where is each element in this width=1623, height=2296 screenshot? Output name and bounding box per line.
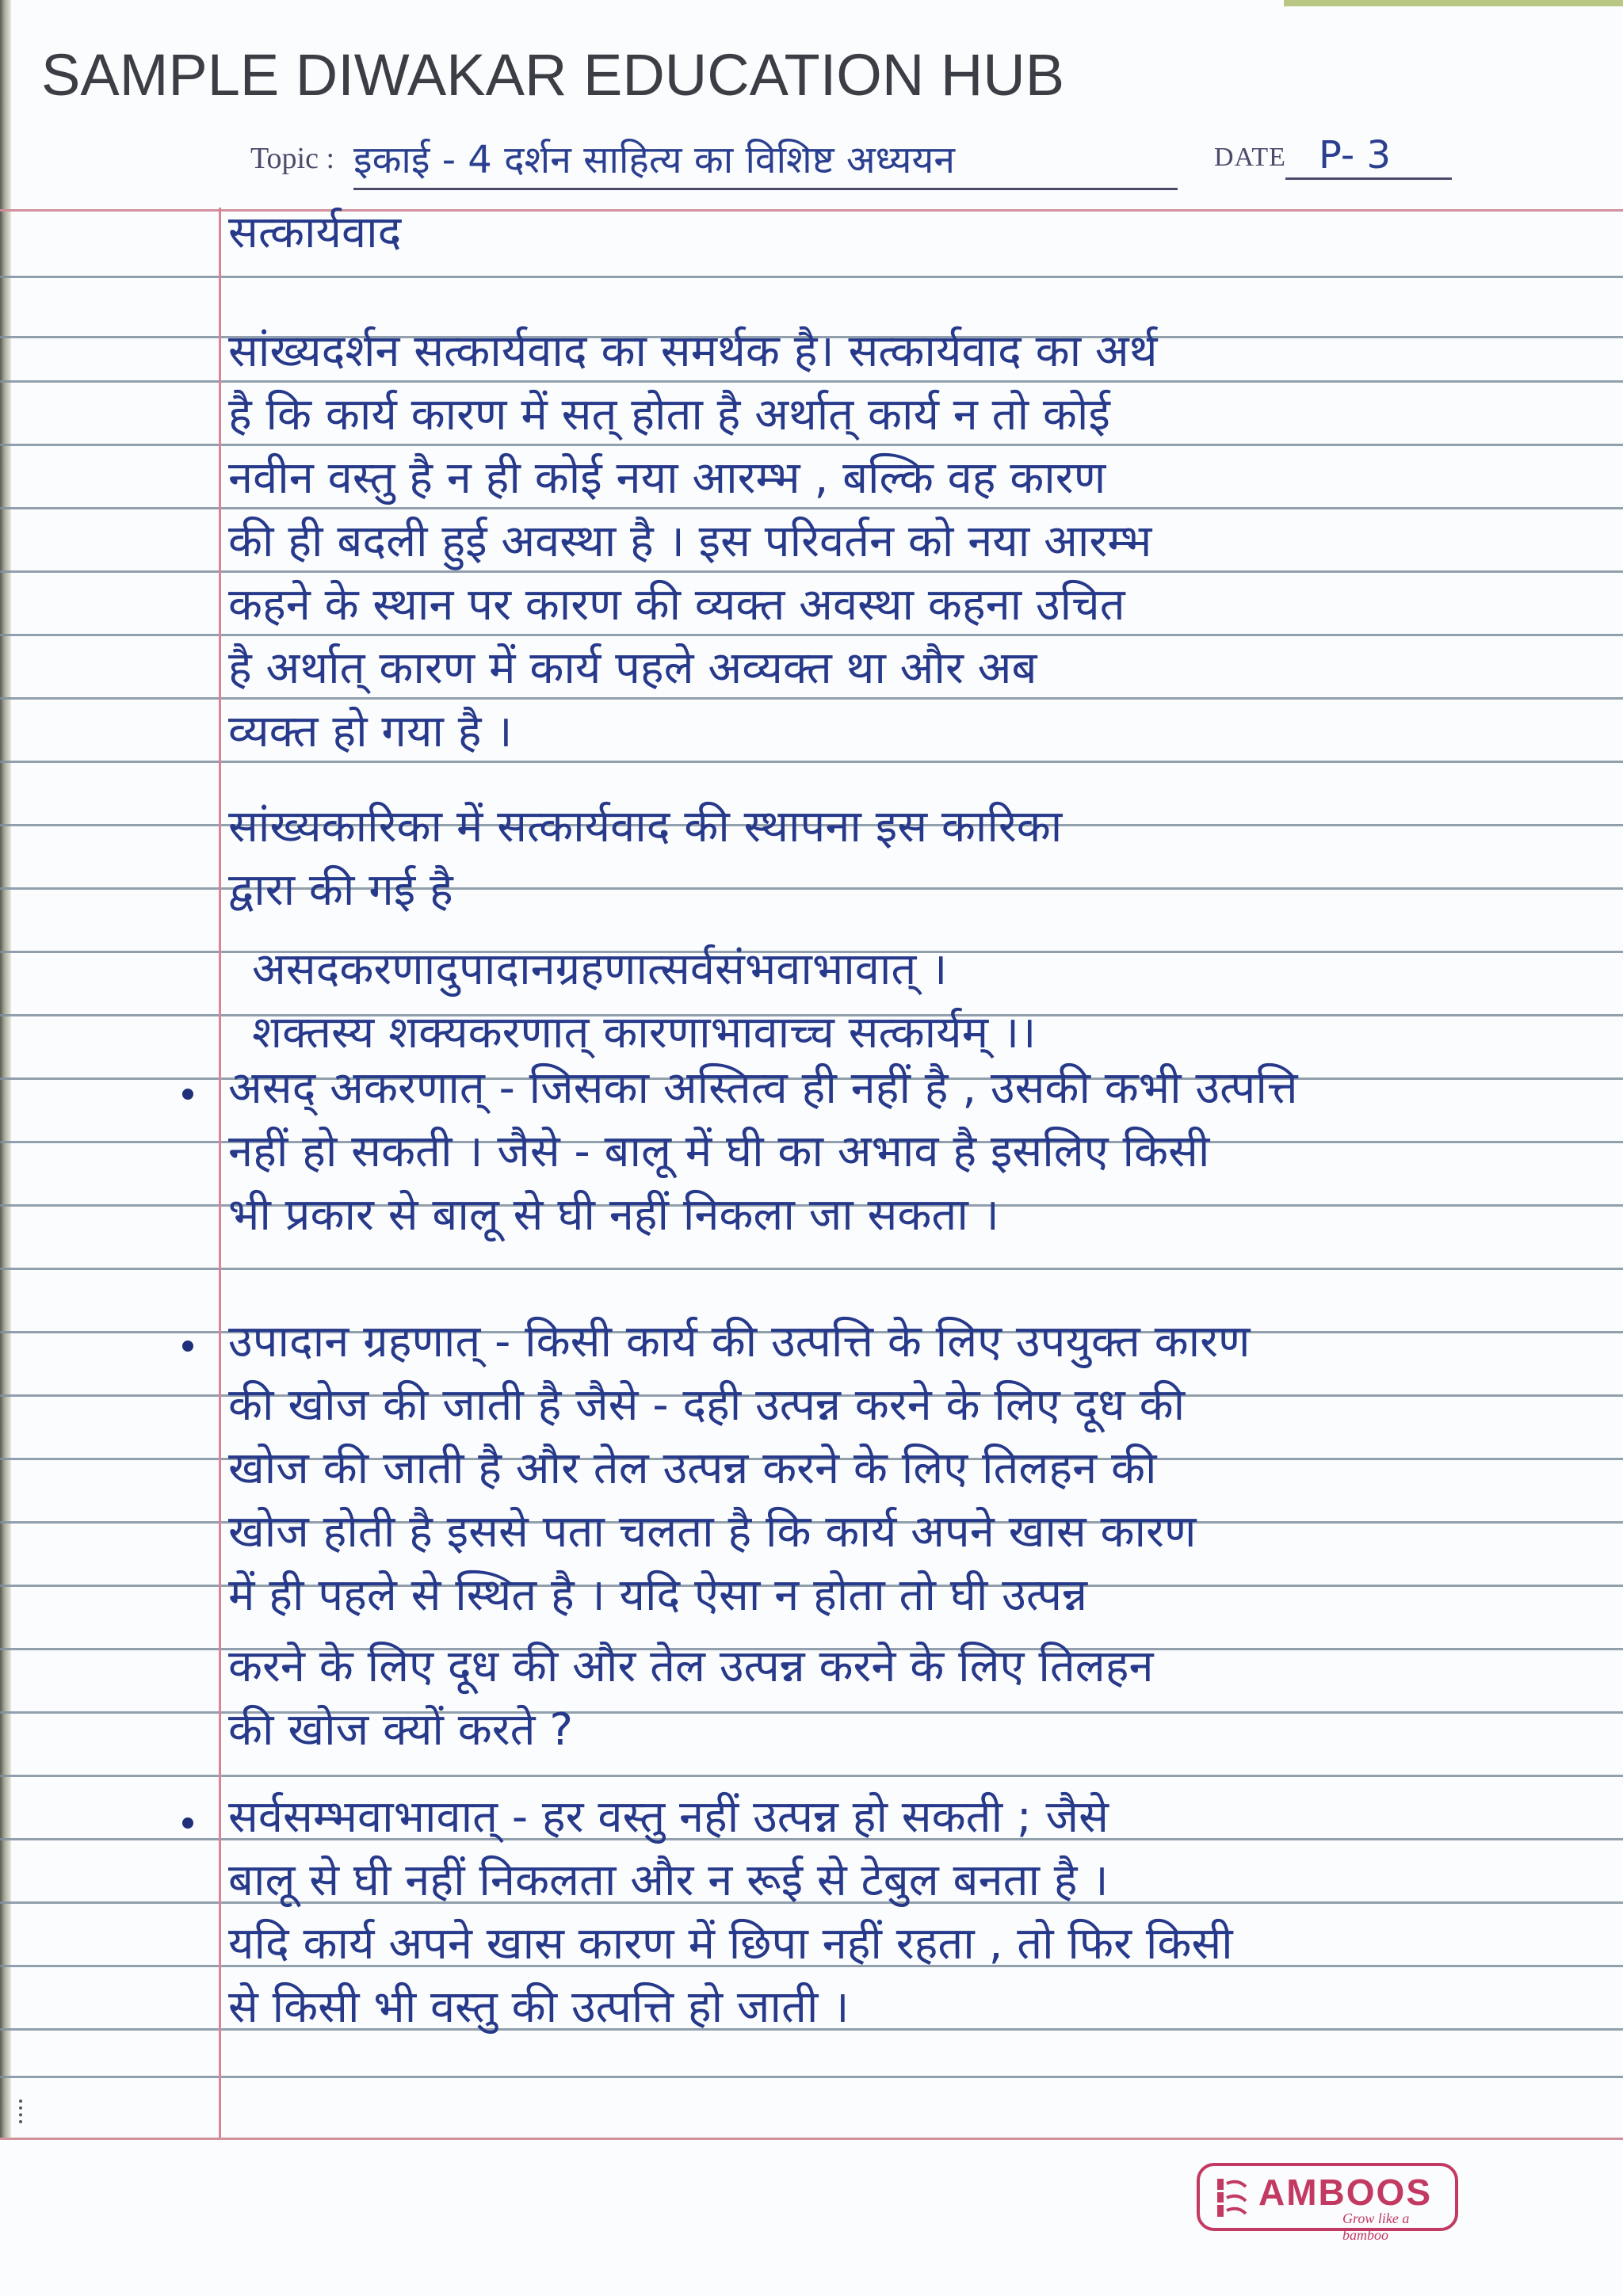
text-line: की खोज क्यों करते ? [228, 1704, 574, 1756]
bullet-dot [182, 1089, 193, 1100]
text-line: सर्वसम्भवाभावात् - हर वस्तु नहीं उत्पन्न हो सकती ; जैसे [228, 1791, 1109, 1843]
text-line: यदि कार्य अपने खास कारण में छिपा नहीं रहता , तो फिर किसी [228, 1918, 1233, 1970]
text-line: करने के लिए दूध की और तेल उत्पन्न करने के लिए तिलहन [228, 1641, 1154, 1692]
text-line: की खोज की जाती है जैसे - दही उत्पन्न करने के लिए दूध की [228, 1379, 1186, 1431]
verse-line: असदकरणादुपादानग्रहणात्सर्वसंभवाभावात् । [252, 944, 948, 995]
ruled-line [0, 1268, 1623, 1270]
date-value: P- 3 [1285, 133, 1452, 180]
ruled-line [0, 634, 1623, 636]
binding-marks [19, 2100, 25, 2123]
date-label: DATE [1214, 143, 1286, 172]
text-line: कहने के स्थान पर कारण की व्यक्त अवस्था कहना उचित [228, 579, 1125, 631]
text-line: से किसी भी वस्तु की उत्पत्ति हो जाती । [228, 1981, 850, 2033]
ruled-line [0, 1775, 1623, 1777]
text-line: नवीन वस्तु है न ही कोई नया आरम्भ , बल्कि वह कारण [228, 452, 1106, 504]
margin-line [219, 208, 221, 2138]
brand-name: AMBOOS [1258, 2172, 1432, 2213]
text-line: है कि कार्य कारण में सत् होता है अर्थात् कार्य न तो कोई [228, 389, 1110, 441]
text-line: है अर्थात् कारण में कार्य पहले अव्यक्त था और अब [228, 643, 1037, 694]
bullet-dot [182, 1341, 193, 1352]
text-line: व्यक्त हो गया है । [228, 706, 513, 757]
footer-rule [0, 2138, 1623, 2140]
ruled-line [0, 380, 1623, 383]
watermark-text: SAMPLE DIWAKAR EDUCATION HUB [41, 42, 1065, 108]
ruled-line [0, 2076, 1623, 2078]
page-heading: सत्कार्यवाद [228, 207, 402, 258]
topic-text: इकाई - 4 दर्शन साहित्य का विशिष्ट अध्ययन [353, 133, 1178, 190]
text-line: असद् अकरणात् - जिसका अस्तित्व ही नहीं है , उसकी कभी उत्पत्ति [228, 1062, 1298, 1114]
ruled-line [0, 276, 1623, 278]
text-line: खोज की जाती है और तेल उत्पन्न करने के लिए तिलहन की [228, 1443, 1157, 1494]
bamboo-b-logo-icon [1212, 2176, 1252, 2220]
ruled-line [0, 697, 1623, 700]
ruled-line [0, 761, 1623, 763]
text-line: सांख्यदर्शन सत्कार्यवाद का समर्थक है। सत्कार्यवाद का अर्थ [228, 326, 1158, 377]
text-line: की ही बदली हुई अवस्था है । इस परिवर्तन को नया आरम्भ [228, 516, 1152, 567]
topic-label: Topic : [250, 142, 335, 175]
bullet-dot [182, 1817, 193, 1829]
ruled-line [0, 444, 1623, 446]
text-line: उपादान ग्रहणात् - किसी कार्य की उत्पत्ति के लिए उपयुक्त कारण [228, 1316, 1251, 1367]
text-line: द्वारा की गई है [228, 864, 453, 916]
verse-line: शक्तस्य शक्यकरणात् कारणाभावाच्च सत्कार्यम् ।। [252, 1007, 1037, 1058]
text-line: बालू से घी नहीं निकलता और न रूई से टेबुल बनता है । [228, 1855, 1109, 1906]
ruled-line [0, 570, 1623, 573]
text-line: सांख्यकारिका में सत्कार्यवाद की स्थापना इस कारिका [228, 801, 1063, 852]
text-line: नहीं हो सकती । जैसे - बालू में घी का अभाव है इसलिए किसी [228, 1126, 1210, 1177]
brand-logo [1197, 2163, 1458, 2243]
ruled-line [0, 507, 1623, 509]
text-line: भी प्रकार से बालू से घी नहीं निकला जा सकता । [228, 1189, 999, 1241]
text-line: खोज होती है इससे पता चलता है कि कार्य अपने खास कारण [228, 1506, 1197, 1558]
brand-tagline: Grow like a bamboo [1342, 2210, 1410, 2243]
text-line: में ही पहले से स्थित है । यदि ऐसा न होता तो घी उत्पन्न [228, 1569, 1088, 1621]
